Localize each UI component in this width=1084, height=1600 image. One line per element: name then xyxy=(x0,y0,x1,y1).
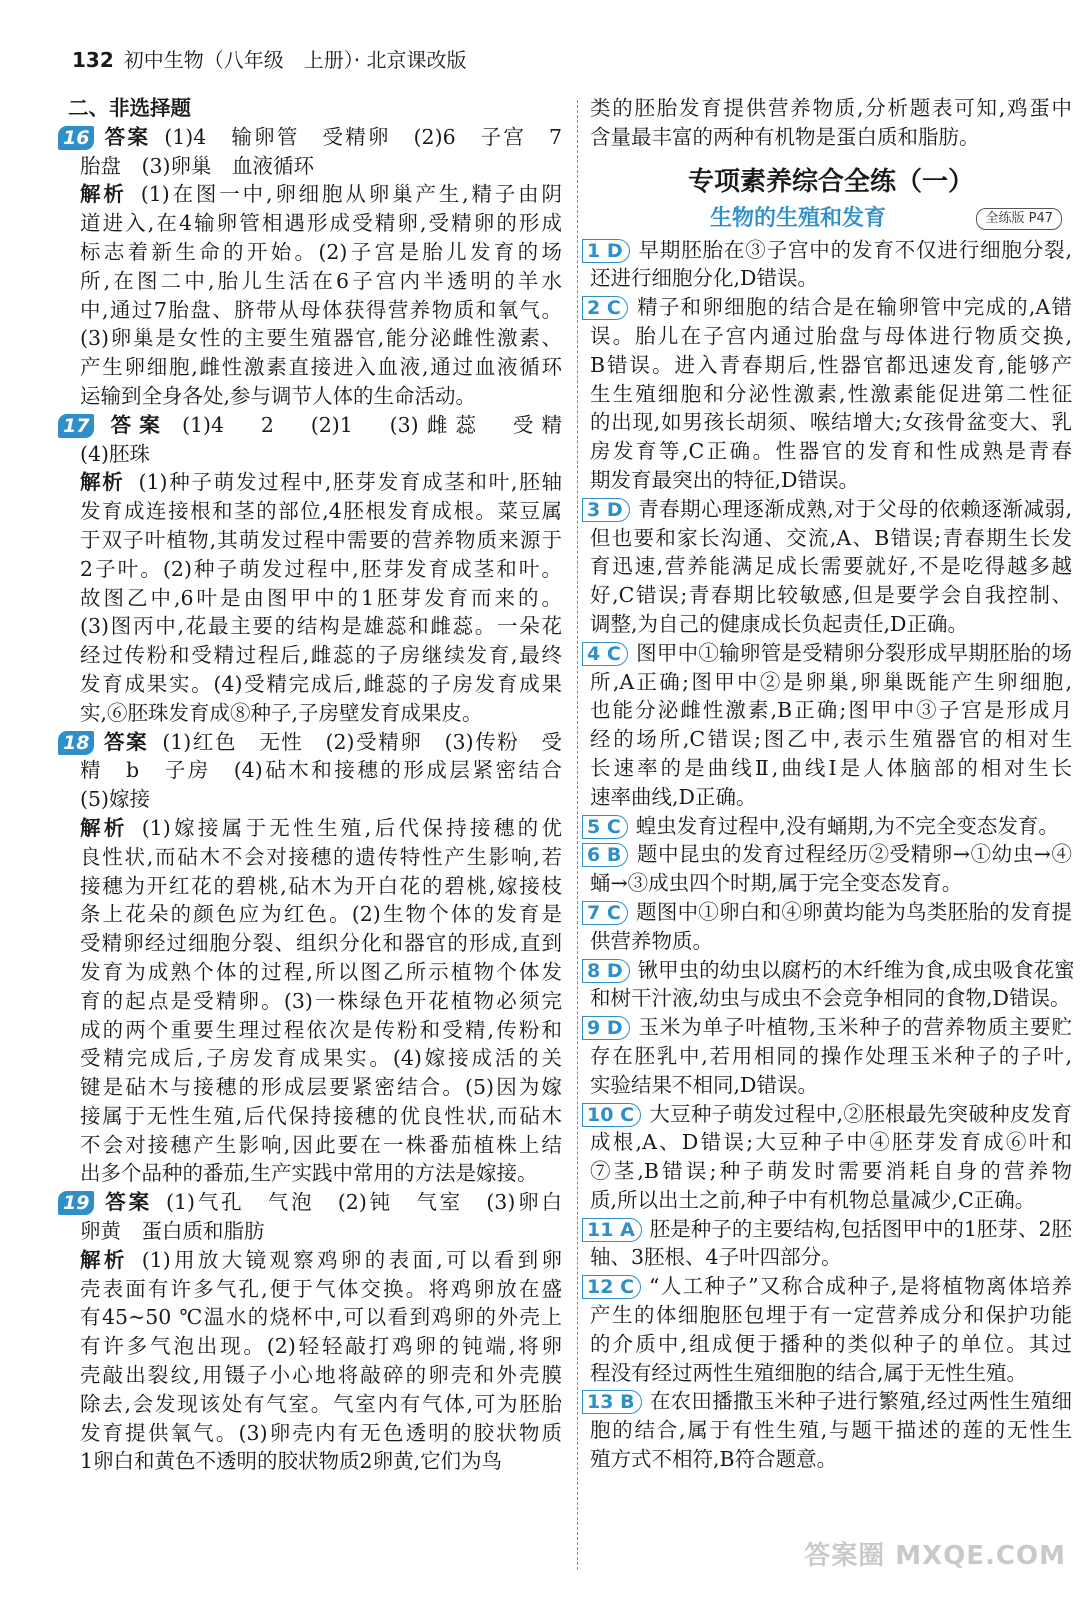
analysis-line xyxy=(80,1246,562,1275)
answer-number: 4 xyxy=(587,642,601,665)
answer-item-text: 存在胚乳中,若用相同的操作处理玉米种子的子叶, xyxy=(590,1043,1072,1068)
analysis-label: 解析 xyxy=(80,815,128,840)
answer-item-line xyxy=(590,1243,1072,1272)
answer-item-text: ⑦茎,B错误;种子萌发时需要消耗自身的营养物 xyxy=(590,1159,1072,1184)
analysis-line xyxy=(80,180,562,209)
answer-item-line xyxy=(587,1387,1072,1416)
analysis-line: 发育成连接根和茎的部位,4胚根发育成根。菜豆属 xyxy=(80,499,562,524)
analysis-line: 中,通过7胎盘、脐带从母体获得营养物质和氧气。 xyxy=(80,297,562,322)
analysis-line: 受精完成后,子房发育成果实。(4)嫁接成活的关 xyxy=(80,1046,562,1071)
answer-number: 5 xyxy=(587,815,601,838)
analysis-line: 产生卵细胞,雌性激素直接进入血液,通过血液循环 xyxy=(80,355,562,380)
answer-item-text: 所,A正确;图甲中②是卵巢,卵巢既能产生卵细胞, xyxy=(590,669,1072,694)
answer-item-text: 实验结果不相同,D错误。 xyxy=(590,1072,818,1097)
section-ref-badge: 全练版 P47 xyxy=(976,208,1062,230)
answer-item-line xyxy=(587,1100,1072,1129)
answer-item-line xyxy=(590,322,1072,351)
analysis-line: 有许多气泡出现。(2)轻轻敲打鸡卵的钝端,将卵 xyxy=(80,1334,562,1359)
left-column xyxy=(63,94,563,1476)
answer-item-text: 胚是种子的主要结构,包括图甲中的1胚芽、2胚 xyxy=(649,1216,1072,1241)
answer-item-text: 质,所以出土之前,种子中有机物总量减少,C正确。 xyxy=(590,1187,1036,1212)
answer-item-line xyxy=(590,264,1072,293)
analysis-label: 解析 xyxy=(80,1247,128,1272)
answer-text: (1)4 2 (2)1 (3)雌蕊 受精 xyxy=(181,412,563,437)
analysis-line: (3)卵巢是女性的主要生殖器官,能分泌雌性激素、 xyxy=(80,326,562,351)
answer-item-text: 在农田播撒玉米种子进行繁殖,经过两性生殖细 xyxy=(649,1389,1072,1414)
answer-label: 答案 xyxy=(102,124,151,149)
answer-letter: D xyxy=(606,959,623,982)
answer-item-line xyxy=(587,1215,1072,1244)
section-heading: 二、非选择题 xyxy=(68,96,191,120)
answer-line xyxy=(63,728,562,757)
answer-item-line xyxy=(590,725,1072,754)
answer-line xyxy=(80,152,562,181)
answer-item-text: 蛹→③成虫四个时期,属于完全变态发育。 xyxy=(590,871,963,896)
analysis-label: 解析 xyxy=(80,470,125,495)
answer-label: 答案 xyxy=(102,1190,152,1215)
answer-item-line xyxy=(590,380,1072,409)
answer-text: (1)4 输卵管 受精卵 (2)6 子宫 7 xyxy=(164,124,562,149)
continuation-line: 类的胚胎发育提供营养物质,分析题表可知,鸡蛋中 xyxy=(590,96,1072,120)
analysis-text: (1)种子萌发过程中,胚芽发育成茎和叶,胚轴 xyxy=(138,470,562,495)
answer-badge xyxy=(582,296,628,320)
answer-item-text: 但也要和家长沟通、交流,A、B错误;青春期生长发 xyxy=(590,525,1072,550)
answer-item-text: 长速率的是曲线Ⅱ,曲线Ⅰ是人体脑部的相对生长 xyxy=(590,755,1072,780)
answer-line xyxy=(63,123,562,152)
answer-item-line xyxy=(590,927,1072,956)
answer-item-line xyxy=(587,1272,1072,1301)
answer-item-text: 生生殖细胞和分泌性激素,性激素能促进第二性征 xyxy=(590,381,1072,406)
answer-text: 卵黄 蛋白质和脂肪 xyxy=(80,1219,265,1244)
answer-item-line xyxy=(590,984,1072,1013)
continuation-text xyxy=(590,94,1072,152)
answer-line xyxy=(80,756,562,785)
analysis-line: 发育成果实。(4)受精完成后,雌蕊的子房发育成果 xyxy=(80,671,562,696)
answer-item-line xyxy=(590,466,1072,495)
answer-item-line xyxy=(590,1186,1072,1215)
left-questions xyxy=(63,123,563,1476)
answer-number: 8 xyxy=(587,959,601,982)
analysis-line: 1卵白和黄色不透明的胶状物质2卵黄,它们为鸟 xyxy=(80,1449,503,1474)
analysis-line: 发育为成熟个体的过程,所以图乙所示植物个体发 xyxy=(80,959,562,984)
analysis-line: 道进入,在4输卵管相遇形成受精卵,受精卵的形成 xyxy=(80,211,562,236)
answer-item-text: 调整,为自己的健康成长负起责任,D正确。 xyxy=(590,611,968,636)
answer-item-line xyxy=(590,1157,1072,1186)
answer-number: 10 xyxy=(587,1103,614,1126)
question-number-badge: 17 xyxy=(58,414,94,438)
analysis-line: 成的两个重要生理过程依次是传粉和受精,传粉和 xyxy=(80,1017,562,1042)
answer-item-text: 精子和卵细胞的结合是在输卵管中完成的,A错 xyxy=(635,295,1072,320)
analysis-line xyxy=(80,468,562,497)
section-subtitle-row xyxy=(590,202,1072,236)
page-number: 132 xyxy=(72,48,114,72)
answer-number: 11 xyxy=(587,1218,614,1241)
analysis-line: 不会对接穗产生影响,因此要在一株番茄植株上结 xyxy=(80,1132,562,1157)
analysis-line: 除去,会发现该处有气室。气室内有气体,可为胚胎 xyxy=(80,1391,562,1416)
answer-letter: C xyxy=(606,815,621,838)
answer-badge xyxy=(582,239,630,263)
answer-item-line xyxy=(587,293,1072,322)
answer-item-line xyxy=(590,1042,1072,1071)
right-column xyxy=(587,94,1075,1474)
analysis-line: 实,⑥胚珠发育成⑧种子,子房壁发育成果皮。 xyxy=(80,700,483,725)
answer-item-text: “人工种子”又称合成种子,是将植物离体培养 xyxy=(649,1274,1072,1299)
answer-letter: C xyxy=(606,642,621,665)
answer-text: (4)胚珠 xyxy=(80,441,151,466)
analysis-line: 壳表面有许多气孔,便于气体交换。将鸡卵放在盛 xyxy=(80,1276,562,1301)
answer-letter: A xyxy=(620,1218,635,1241)
answer-item-text: 青春期心理逐渐成熟,对于父母的依赖逐渐减弱, xyxy=(637,496,1072,521)
analysis-line: 受精卵经过细胞分裂、组织分化和器官的形成,直到 xyxy=(80,931,562,956)
answer-item-text: 和树干汁液,幼虫与成虫不会竞争相同的食物,D错误。 xyxy=(590,986,1071,1011)
book-title: 初中生物（八年级 上册）· 北京课改版 xyxy=(123,48,467,72)
answer-letter: D xyxy=(606,239,623,262)
answer-item-line xyxy=(587,956,1075,985)
answer-item-text: B错误。进入青春期后,性器官都迅速发育,能够产 xyxy=(590,352,1072,377)
answer-item-line xyxy=(587,1013,1072,1042)
answer-text: 胎盘 (3)卵巢 血液循环 xyxy=(80,153,315,178)
analysis-line xyxy=(80,814,562,843)
answer-item-text: 蝗虫发育过程中,没有蛹期,为不完全变态发育。 xyxy=(635,813,1059,838)
answer-number: 6 xyxy=(587,844,601,867)
analysis-line: 2子叶。(2)种子萌发过程中,胚芽发育成茎和叶。 xyxy=(80,556,562,581)
answer-item-text: 育迅速,营养能满足成长需要就好,不是吃得越多越 xyxy=(590,554,1072,579)
analysis-line: 发育提供氧气。(3)卵壳内有无色透明的胶状物质 xyxy=(80,1420,562,1445)
answer-item-line xyxy=(590,351,1072,380)
answer-label: 答案 xyxy=(102,729,149,754)
section-subtitle: 生物的生殖和发育 xyxy=(710,205,887,231)
analysis-line: 接属于无性生殖,后代保持接穗的优良性状,而砧木 xyxy=(80,1103,562,1128)
analysis-line: 有45~50 ℃温水的烧杯中,可以看到鸡卵的外壳上 xyxy=(80,1305,562,1330)
answer-item-line xyxy=(590,552,1072,581)
answer-badge xyxy=(582,901,628,925)
answer-number: 13 xyxy=(587,1391,614,1414)
analysis-line: 故图乙中,6叶是由图甲中的1胚芽发育而来的。 xyxy=(80,585,562,610)
answer-item-text: 还进行细胞分化,D错误。 xyxy=(590,266,818,291)
analysis-line: 所,在图二中,胎儿生活在6子宫内半透明的羊水 xyxy=(80,268,562,293)
answer-item-text: 早期胚胎在③子宫中的发育不仅进行细胞分裂, xyxy=(637,237,1072,262)
answer-item-line xyxy=(587,898,1072,927)
answer-list xyxy=(587,236,1075,1474)
question-number-badge: 19 xyxy=(58,1191,94,1215)
answer-item-line xyxy=(590,668,1072,697)
answer-item-line xyxy=(590,1128,1072,1157)
answer-letter: D xyxy=(606,1017,623,1040)
answer-number: 3 xyxy=(587,498,601,521)
analysis-line: 条上花朵的颜色应为红色。(2)生物个体的发育是 xyxy=(80,902,562,927)
answer-item-line xyxy=(587,812,1072,841)
answer-letter: C xyxy=(606,297,621,320)
answer-item-line xyxy=(587,495,1072,524)
answer-badge xyxy=(582,1103,641,1127)
answer-item-line xyxy=(590,1301,1072,1330)
section-title: 专项素养综合全练（一） xyxy=(687,166,974,197)
continuation-line: 含量最丰富的两种有机物是蛋白质和脂肪。 xyxy=(590,124,980,149)
analysis-text: (1)嫁接属于无性生殖,后代保持接穗的优 xyxy=(141,815,563,840)
answer-item-text: 题中昆虫的发育过程经历②受精卵→①幼虫→④ xyxy=(636,842,1072,867)
answer-letter: C xyxy=(620,1276,635,1299)
answer-text: (1)红色 无性 (2)受精卵 (3)传粉 受 xyxy=(162,729,562,754)
analysis-line: 接穗为开红花的碧桃,砧木为开白花的碧桃,嫁接枝 xyxy=(80,873,562,898)
answer-line xyxy=(63,1188,563,1217)
answer-item-line xyxy=(590,610,1072,639)
answer-item-text: 图甲中①输卵管是受精卵分裂形成早期胚胎的场 xyxy=(635,640,1072,665)
answer-badge xyxy=(582,959,630,983)
answer-item-line xyxy=(590,869,1072,898)
analysis-line: 出多个品种的番茄,生产实践中常用的方法是嫁接。 xyxy=(80,1161,538,1186)
answer-number: 7 xyxy=(587,901,601,924)
answer-item-line xyxy=(590,1416,1072,1445)
answer-item-text: 的出现,如男孩长胡须、喉结增大;女孩骨盆变大、乳 xyxy=(590,410,1072,435)
analysis-line: (3)图丙中,花最主要的结构是雄蕊和雌蕊。一朵花 xyxy=(80,614,562,639)
answer-letter: C xyxy=(620,1103,635,1126)
answer-item-line xyxy=(587,840,1072,869)
answer-item-text: 经的场所,C错误;图乙中,表示生殖器官的相对生 xyxy=(590,727,1072,752)
answer-text: 精 b 子房 (4)砧木和接穗的形成层紧密结合 xyxy=(80,758,562,783)
answer-item-line xyxy=(590,524,1072,553)
answer-number: 1 xyxy=(587,239,601,262)
column-divider xyxy=(577,100,578,1570)
answer-letter: D xyxy=(606,498,623,521)
answer-item-line xyxy=(590,754,1072,783)
analysis-text: (1)在图一中,卵细胞从卵巢产生,精子由阴 xyxy=(140,182,563,207)
answer-item-line xyxy=(590,696,1072,725)
answer-badge xyxy=(582,498,630,522)
answer-item-line xyxy=(590,1071,1072,1100)
answer-letter: B xyxy=(606,844,622,867)
analysis-line: 键是砧木与接穗的形成层要紧密结合。(5)因为嫁 xyxy=(80,1075,562,1100)
answer-badge xyxy=(582,1218,642,1242)
answer-badge xyxy=(582,815,628,839)
answer-item-line xyxy=(590,437,1072,466)
question-number-badge: 16 xyxy=(58,126,94,150)
answer-item-text: 殖方式不相符,B符合题意。 xyxy=(590,1447,838,1472)
answer-line xyxy=(80,785,562,814)
answer-item-text: 好,C错误;青春期比较敏感,但是要学会自我控制、 xyxy=(590,583,1072,608)
answer-text: (5)嫁接 xyxy=(80,787,151,812)
answer-line xyxy=(80,440,562,469)
answer-item-text: 的介质中,组成便于播种的类似种子的单位。其过 xyxy=(590,1331,1072,1356)
answer-item-text: 玉米为单子叶植物,玉米种子的营养物质主要贮 xyxy=(637,1015,1072,1040)
question-number-badge: 18 xyxy=(58,731,94,755)
answer-item-text: 成根,A、D错误;大豆种子中④胚芽发育成⑥叶和 xyxy=(590,1130,1072,1155)
answer-item-text: 误。胎儿在子宫内通过胎盘与母体进行物质交换, xyxy=(590,323,1072,348)
answer-item-line xyxy=(590,581,1072,610)
answer-item-text: 大豆种子萌发过程中,②胚根最先突破种皮发育 xyxy=(649,1101,1072,1126)
answer-label: 答案 xyxy=(102,412,168,437)
analysis-line: 标志着新生命的开始。(2)子宫是胎儿发育的场 xyxy=(80,239,562,264)
answer-item-text: 题图中①卵白和④卵黄均能为鸟类胚胎的发育提 xyxy=(635,899,1072,924)
answer-item-text: 胞的结合,属于有性生殖,与题干描述的莲的无性生 xyxy=(590,1418,1072,1443)
answer-item-text: 轴、3胚根、4子叶四部分。 xyxy=(590,1245,842,1270)
answer-item-line xyxy=(590,1359,1072,1388)
answer-item-text: 产生的体细胞胚包埋于有一定营养成分和保护功能 xyxy=(590,1303,1072,1328)
answer-badge xyxy=(582,1390,642,1414)
answer-line xyxy=(63,411,563,440)
answer-item-line xyxy=(590,408,1072,437)
analysis-text: (1)用放大镜观察鸡卵的表面,可以看到卵 xyxy=(141,1247,563,1272)
answer-item-text: 期发育最突出的特征,D错误。 xyxy=(590,467,859,492)
answer-letter: B xyxy=(620,1391,635,1414)
analysis-line: 良性状,而砧木不会对接穗的遗传特性产生影响,若 xyxy=(80,844,562,869)
analysis-line: 壳敲出裂纹,用镊子小心地将敲碎的卵壳和外壳膜 xyxy=(80,1363,562,1388)
analysis-line: 于双子叶植物,其萌发过程中需要的营养物质来源于 xyxy=(80,527,562,552)
answer-item-line xyxy=(590,1330,1072,1359)
answer-item-text: 也能分泌雌性激素,B正确;图甲中③子宫是形成月 xyxy=(590,698,1072,723)
answer-item-text: 程没有经过两性生殖细胞的结合,属于无性生殖。 xyxy=(590,1360,1028,1385)
watermark: 答案圈 MXQE.COM xyxy=(804,1541,1066,1571)
analysis-line: 运输到全身各处,参与调节人体的生命活动。 xyxy=(80,383,477,408)
answer-number: 12 xyxy=(587,1276,614,1299)
analysis-label: 解析 xyxy=(80,182,127,207)
answer-item-text: 速率曲线,D正确。 xyxy=(590,784,757,809)
answer-badge xyxy=(582,843,628,867)
answer-letter: C xyxy=(606,901,621,924)
answer-badge xyxy=(582,642,628,666)
answer-item-line xyxy=(590,1445,1072,1474)
answer-item-line xyxy=(587,236,1072,265)
answer-item-line xyxy=(587,639,1072,668)
answer-line xyxy=(80,1217,562,1246)
answer-item-text: 锹甲虫的幼虫以腐朽的木纤维为食,成虫吸食花蜜 xyxy=(637,957,1075,982)
answer-text: (1)气孔 气泡 (2)钝 气室 (3)卵白 xyxy=(165,1190,563,1215)
analysis-line: 育的起点是受精卵。(3)一株绿色开花植物必须完 xyxy=(80,988,562,1013)
page-header xyxy=(72,44,466,73)
answer-item-line xyxy=(590,783,1072,812)
analysis-line: 经过传粉和受精过程后,雌蕊的子房继续发育,最终 xyxy=(80,643,562,668)
answer-number: 2 xyxy=(587,297,601,320)
answer-item-text: 供营养物质。 xyxy=(590,928,713,953)
answer-badge xyxy=(582,1016,630,1040)
answer-number: 9 xyxy=(587,1017,601,1040)
answer-badge xyxy=(582,1275,641,1299)
answer-item-text: 房发育等,C正确。性器官的发育和性成熟是青春 xyxy=(590,439,1072,464)
